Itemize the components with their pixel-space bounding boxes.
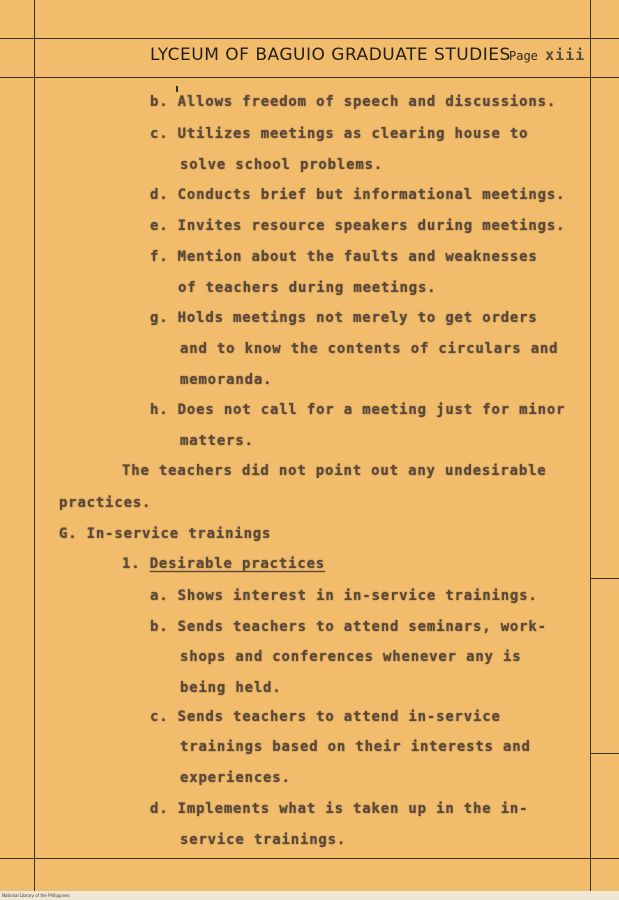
item-d-line: d. Conducts brief but informational meetings. [150, 187, 566, 203]
training-item-b-line-2: shops and conferences whenever any is [180, 649, 522, 665]
item-g-line-2: and to know the contents of circulars and [180, 341, 559, 357]
subsection-1-heading [122, 556, 325, 572]
subsection-number: 1. [122, 556, 150, 572]
bottom-rule [0, 858, 619, 859]
item-c-line-2: solve school problems. [180, 157, 384, 173]
item-c-line-1: c. Utilizes meetings as clearing house to [150, 126, 529, 142]
right-margin-rule [590, 0, 591, 891]
training-item-c-line-2: trainings based on their interests and [180, 739, 531, 755]
right-tab-rule-1 [590, 578, 619, 579]
item-e-line: e. Invites resource speakers during meetings. [150, 218, 566, 234]
training-item-c-line-1: c. Sends teachers to attend in-service [150, 709, 501, 725]
training-item-a-line: a. Shows interest in in-service trainings. [150, 588, 538, 604]
subsection-title: Desirable practices [149, 556, 326, 572]
item-h-line-2: matters. [180, 433, 254, 449]
item-f-line-2: of teachers during meetings. [178, 280, 437, 296]
training-item-d-line-2: service trainings. [180, 832, 347, 848]
paragraph-line-2: practices. [59, 495, 152, 511]
left-margin-rule [34, 0, 35, 891]
item-f-line-1: f. Mention about the faults and weaknesses [150, 249, 538, 265]
training-item-d-line-1: d. Implements what is taken up in the in- [150, 801, 529, 817]
item-g-line-3: memoranda. [180, 372, 273, 388]
top-rule [0, 38, 619, 39]
page-label: Page [509, 49, 538, 63]
right-tab-rule-2 [590, 753, 619, 754]
section-g-heading: G. In-service trainings [59, 526, 272, 542]
page-number: xiii [545, 46, 586, 64]
item-g-line-1: g. Holds meetings not merely to get orders [150, 310, 538, 326]
scan-footer-strip [0, 891, 619, 900]
training-item-b-line-1: b. Sends teachers to attend seminars, work- [150, 619, 547, 635]
paragraph-line-1: The teachers did not point out any undesirable [122, 463, 547, 479]
ink-mark [176, 86, 178, 92]
training-item-b-line-3: being held. [180, 680, 282, 696]
page-label-group [509, 46, 585, 64]
institution-title: LYCEUM OF BAGUIO GRADUATE STUDIES [150, 45, 511, 65]
item-b-line: b. Allows freedom of speech and discussions. [150, 94, 557, 110]
scan-footer-note: National Library of the Philippines [2, 893, 70, 898]
header-rule [0, 77, 619, 78]
item-h-line-1: h. Does not call for a meeting just for minor [150, 402, 566, 418]
training-item-c-line-3: experiences. [180, 770, 291, 786]
